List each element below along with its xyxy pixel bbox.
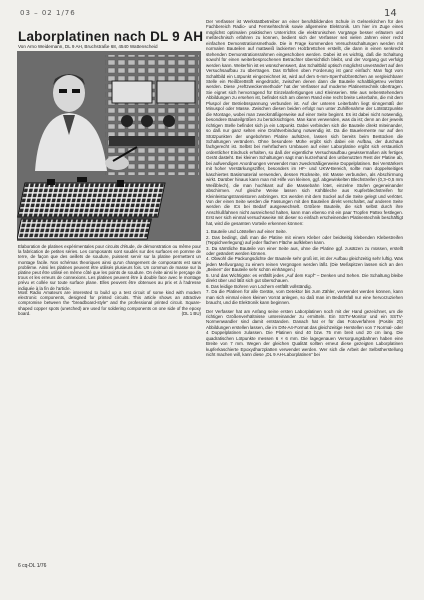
article-photo — [17, 51, 201, 241]
handwritten-page-number: 14 — [384, 8, 397, 19]
closing-paragraph: Der Verfasser hat am Anfang seine ersten Laborplatinen noch mit der Hand gezeichnet, um die richtigen Größenverhältnisse untereinander zu ermitteln. Ein SSTV-Monitor und ein SSTV-Normenwandler sind damit entstanden. Danach hat er für das Fotoverfahren (Positiv 20) Abbildungen erstellen lassen, die im DIN-A4-Format das gleichzeitige Herstellen von 7 Normal- oder 4 Doppelplatinen zulassen. Die Platinen sind 40 bzw. 75 mm breit und 20 cm lang. Die quadratischen Lötpunkte messen 6 × 6 mm. Die lagegenauen Versorgungsbahnen haben eine Breite von 7 mm. Wegen der gleichen Qualität sollten erneut diese gezeigten Laborplatinen kupferkaschierte Epoxydharzplatten verwendet werden. Wer sich die Arbeit der Selbstherstellung nicht machen will, kann diese „DL 9 AH-Laborplatinen“ bei — [206, 308, 403, 358]
advantage-item: 2. Das bedingt, daß man die Platine mit einem Kleber oder beidseitig klebenden Klebestreifen (Teppichverlegung) auf jeder flachen Fläche aufkleben kann. — [206, 234, 403, 246]
handwritten-date: 03 – 02 1/76 — [20, 9, 76, 17]
advantage-item: 6. Das leidige Bohren von Löchern entfällt vollständig. — [206, 283, 312, 289]
advantage-item: 1. Bauteile und Lötstellen auf einer Seite. — [206, 229, 287, 235]
english-summary — [18, 290, 201, 316]
english-summary-text: Most Radio Amateurs are interested to build up a test circuit of some kind with modern electronic components, designed for printed circuits. This article shows an attractive compromise between the "breadboard-style" and the professional printed circuit. Square-shaped copper spots (unetched) are used for soldering components on one side of the epoxy board. — [18, 290, 201, 316]
photo-credit: (DL 1 BU) — [181, 310, 201, 316]
french-summary: Elaboration de platines expérimentales pour circuits d'étude, de démonstration ou même pour la fabrication de petites séries. Les composants sont soudés sur des surfaces en pomme de terre, de façon que des oeillets de soudure, puissent servir sur la platine permettent un montage facile. Nos schémas theoriques ainsi qu'un changement de composants est sans problème. Ainsi les platines peuvent être utilisés plusieurs fois. Un commun de masse sur la platine peut être utilisé en même côté que les points de soudure. On évite ainsi le perçage de trous et les erreurs de connexions. Les platines peuvent être à double face avec le montage prévu et collée sur toute surface plane. Elles peuvent être obtenues au prix et à l'adresse indiquée à la fin de l'article. — [18, 244, 201, 291]
article-author: Von Arno Weidemann, DL 9 AH, Bruchstraße 68, 4540 Wattenscheid — [18, 44, 158, 49]
advantage-item: 4. Obwohl die Packungsdichte der Bauteile sehr groß ist, ist der Aufbau gleichzeitig sehr luftig. Was jeden Meßvorgang zu einem reinen Vergnügen werden läßt. (Die Meßspitzen lassen sich an den „Beinen“ der Bauteile sehr schön einhängen.) — [206, 256, 403, 273]
advantage-item: 3. Da sämtliche Bauteile von einer Seite aus, ohne die Platine ggf. zusätzen zu müssen, erstellt oder geändert werden können. — [206, 245, 403, 257]
main-text-column — [206, 19, 403, 358]
advantage-item: 7. Da die Platinen für alle Geräte, vom Detektor bis zum Zähler, verwendet werden können, kann man sich einmal einen kleinen Vorrat anlegen, so daß man im Bedarfsfall nur eine hervorzuziehen braucht, und die Elektronik kann beginnen. — [206, 289, 403, 306]
advantage-item: 5. Und das Wichtigste: es entfällt jedes „Auf dem Kopf“ – Denken und Sehen. Die Schaltung bleibe direkt über und läßt sich gut überschauen. — [206, 272, 403, 284]
page-footer: 6 cq-DL 1/76 — [18, 563, 47, 569]
intro-paragraph: Der Verfasser ist Werkstattbetreiber an einer berufsbildenden Schule in Gelsenkirchen für den Fachbereich Radio- und Fernsehtechnik sowie allgemeine Elektronik. Um hier im Zuge eines möglichst optimalen praktischen Unterrichts die elektronischen Vorgänge besser erläutern und meßtechnisch erfahren zu können, bedient sich der Verfasser seit vielen Jahren einer recht einfachen Demonstrationsmethode. Die in Frage kommenden Versuchsschaltungen werden mit normalen Bauteilen auf mattweiß lackierten Holzbrettchen erstellt, die dann in einen senkrecht stehenden Demonstrationsrahmen eingeschoben werden. Dabei ist es wichtig, daß die Schaltung sowohl für einen weiterbesprochenen Betrachter übersichtlich bleibt, und der Vorgang gut verfolgt werden kann. Weiterhin ist es wünschenswert, das Schaltbild optisch möglichst unverändert auf den Versuchsaufbau zu übertragen. Das Erfüllen oben Forderung ist ganz einfach: Man fügt vom Schaltbild ein Lötpunkt eingezeichnet ist, wird auf dem 6-mm-Sperrholzbrettchen an vergleichbarer Stelle ein Reißbrettstift eingedrückt, zwischen denen dann die Bauteile schaltbilgetreu verlötet werden. Diese „Heftzweckenmethode“ hat der Verfasser auf moderne Platinentechnik übertragen. Sie eignet sich hervorragend für Einzelanfertigungen und Kleinserien. Wie aus nebenstehendem Abbildungen zu ersehen ist, befindet sich am oberen Rand eine recht breite Leiterbahn, die mit dem Pluspol der Betriebsspannung verbunden ist. Auf der unteren Leiterbahn liegt sinngemäß der Minuspol oder Masse. Zwischen diesen beiden erfolgt nun unter Zuhilfenahme der Lötstützpunkte die Montage, wobei man zweckmäßigerweise auf einer Seite beginnt. Es ist dabei nicht notwendig, besondere Bauteilgrößen zu berücksichtigen. Man kann verwenden, was da ist; denn an der jeweils richtigen Stelle befindet sich ja ein Lötpunkt. Dabei verbinden sich die Bauteile direkt miteinander, so daß nur ganz selten eine Drahtverbindung notwendig ist. Da die Bauelemente nur auf den Stützpunkten der ungebohrten Platine aufsitzen, lassen sich bereits beim Bestücken die Schaltungen verändern. Ohne besondere Mühe ergibt sich dabei ein Aufbau, der durchaus fachgerecht ist. Selbst bei mehrfachem Umbauen auf einer Laborplatine ergibt sich erstaunlich ordentlicher Eindruck erhalten, so daß der eigentliche Versuchsaufbau gewissermaßen als fertiges Gerät dasteht. Bei kleinen Schaltungen sagt man kurzerhand den unbenutzten Rest der Platine ab, bei aufwendigen Anordnungen verwendet man zweckmäßigerweise Doppelplatinen. Bei Verstärkern mit hoher Verstärkungsziffer, besonders im HF- und UKW-Bereich, sollte man doppelseitiges kaschiertes Basismaterial verwenden, dessen Rückseite, mit Masse verbunden, als Abschirmung wirkt. Darüber hinaus kann man mit Hilfe von kleinen, ggf. abgewinkelten Blechstreifen (0,3–0,5 mm Weißblech), die man hochkant auf die Massebahn lötet, einzelne Stufen gegeneinander abschirmen. Auf gleiche Weise lassen sich Kühlbleche aus Kupferblechstreifen für Kleinleistungstransistoren anbringen. ICs werden mit dem Sockel auf die Seite gelegt und verlötet. Von der einen Seite werden die Fassungen mit den Bauteilen direkt verschaltet, auf anderen Seite werden die ICs bei Bedarf ausgewechselt. Größere Bauteile, die sich selbst durch ihre Anschlußfahnen nicht ausreichend halten, kann man ebenso mit ein paar Tropfen Pattex festlegen. Erst wer sich einmal versuchsweise mit dieser so einfach erscheinenden Platinentechnik beschäftigt hat, wird die gesamten Vorteile erkennen können: — [206, 19, 403, 226]
article-title: Laborplatinen nach DL 9 AH — [18, 29, 204, 44]
